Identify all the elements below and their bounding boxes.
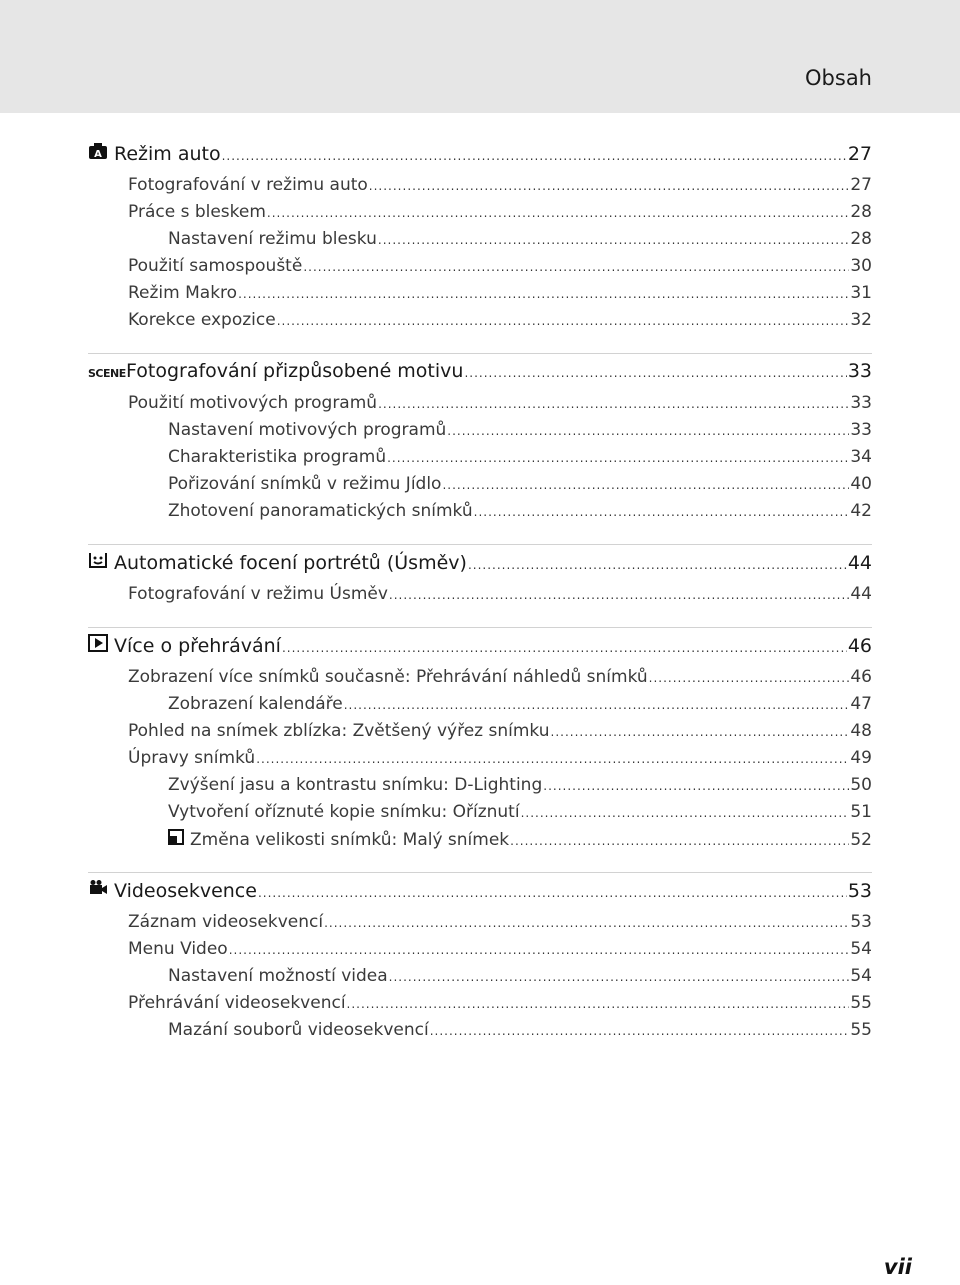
toc-section (88, 628, 872, 873)
toc-entry-title: Použití samospouště (128, 256, 303, 276)
toc-entry-title: Práce s bleskem (128, 202, 266, 222)
toc-entry[interactable] (88, 256, 872, 283)
toc-heading-page: 44 (847, 552, 872, 574)
toc-entry[interactable] (88, 393, 872, 420)
toc-entry-title: Fotografování v režimu Úsměv (128, 584, 388, 604)
leader-dots (347, 997, 850, 1011)
toc-entry[interactable] (88, 310, 872, 337)
toc-entry-page: 55 (850, 1020, 872, 1040)
toc-heading-title: Více o přehrávání (114, 635, 281, 657)
toc-entry[interactable] (88, 584, 872, 611)
toc-heading[interactable] (88, 634, 872, 667)
toc-entry-title: Zhotovení panoramatických snímků (168, 501, 473, 521)
leader-dots (474, 505, 850, 519)
toc-heading-title: Videosekvence (114, 880, 257, 902)
leader-dots (222, 149, 847, 163)
toc-heading-page: 53 (847, 880, 872, 902)
toc-entry-title: Nastavení režimu blesku (168, 229, 377, 249)
leader-dots (277, 314, 850, 328)
leader-dots (442, 478, 849, 492)
camera-auto-icon (88, 142, 108, 160)
toc-section (88, 140, 872, 354)
toc-section (88, 354, 872, 545)
toc-heading[interactable] (88, 551, 872, 584)
leader-dots (282, 641, 847, 655)
toc-entry-title: Mazání souborů videosekvencí (168, 1020, 429, 1040)
toc-entry-title: Nastavení možností videa (168, 966, 388, 986)
leader-dots (369, 179, 850, 193)
scene-icon: SCENE (88, 367, 126, 380)
toc-entry-title: Charakteristika programů (168, 447, 387, 467)
toc-entry-page: 32 (850, 310, 872, 330)
toc-entry-page: 33 (850, 393, 872, 413)
toc-entry-page: 52 (850, 830, 872, 850)
toc-entry[interactable] (88, 966, 872, 993)
page-title: Obsah (805, 66, 872, 90)
toc-entry[interactable] (88, 447, 872, 474)
toc-entry[interactable] (88, 474, 872, 501)
leader-dots (378, 233, 849, 247)
toc-entry[interactable] (88, 748, 872, 775)
toc-entry[interactable] (88, 175, 872, 202)
leader-dots (267, 206, 849, 220)
leader-dots (344, 698, 850, 712)
toc-entry-page: 46 (850, 667, 872, 687)
toc-entry-page: 34 (850, 447, 872, 467)
toc-entry-title: Zvýšení jasu a kontrastu snímku: D-Lighting (168, 775, 543, 795)
toc-entry-title: Záznam videosekvencí (128, 912, 324, 932)
toc-entry-page: 48 (850, 721, 872, 741)
toc-heading-title: Automatické focení portrétů (Úsměv) (114, 552, 467, 574)
toc-entry[interactable] (88, 501, 872, 528)
toc-entry-title: Přehrávání videosekvencí (128, 993, 346, 1013)
leader-dots (543, 779, 849, 793)
toc-entry[interactable] (88, 694, 872, 721)
toc-entry[interactable] (88, 775, 872, 802)
toc-entry-page: 53 (850, 912, 872, 932)
toc-entry-page: 44 (850, 584, 872, 604)
toc-entry[interactable] (88, 721, 872, 748)
toc-entry-title: Použití motivových programů (128, 393, 378, 413)
leader-dots (389, 588, 849, 602)
toc-entry-title: Zobrazení více snímků současně: Přehrávání náhledů snímků (128, 667, 648, 687)
toc-entry-page: 28 (850, 202, 872, 222)
leader-dots (649, 671, 850, 685)
toc-entry-page: 55 (850, 993, 872, 1013)
toc-heading[interactable] (88, 360, 872, 393)
toc-heading[interactable] (88, 142, 872, 175)
movie-camera-icon (88, 879, 108, 897)
toc-entry[interactable] (88, 939, 872, 966)
leader-dots (378, 397, 849, 411)
playback-icon (88, 634, 108, 652)
leader-dots (551, 725, 850, 739)
toc-entry-title: Nastavení motivových programů (168, 420, 447, 440)
small-picture-icon (168, 829, 184, 845)
toc-entry-title: Režim Makro (128, 283, 238, 303)
toc-entry[interactable] (88, 1020, 872, 1047)
leader-dots (521, 806, 850, 820)
toc-entry-page: 51 (850, 802, 872, 822)
leader-dots (387, 451, 849, 465)
leader-dots (447, 424, 849, 438)
toc-entry[interactable] (88, 829, 872, 856)
leader-dots (258, 886, 847, 900)
toc-entry[interactable] (88, 802, 872, 829)
toc-entry-page: 54 (850, 939, 872, 959)
svg-text:A: A (94, 149, 102, 160)
leader-dots (430, 1024, 850, 1038)
leader-dots (464, 366, 846, 380)
leader-dots (229, 943, 850, 957)
leader-dots (256, 752, 849, 766)
leader-dots (303, 260, 849, 274)
header-band (0, 0, 960, 113)
toc-entry-title: Menu Video (128, 939, 228, 959)
leader-dots (389, 970, 850, 984)
leader-dots (510, 834, 849, 848)
toc-entry-page: 47 (850, 694, 872, 714)
toc-heading-page: 33 (847, 360, 872, 382)
smile-portrait-icon (88, 551, 108, 569)
toc-entry-page: 50 (850, 775, 872, 795)
toc-entry[interactable] (88, 420, 872, 447)
toc-section (88, 545, 872, 628)
toc-entry-page: 31 (850, 283, 872, 303)
leader-dots (238, 287, 849, 301)
toc-entry-page: 49 (850, 748, 872, 768)
toc-entry-page: 33 (850, 420, 872, 440)
table-of-contents (88, 140, 872, 1063)
page-number: vii (883, 1255, 912, 1279)
toc-entry-title: Změna velikosti snímků: Malý snímek (190, 830, 510, 850)
toc-entry[interactable] (88, 229, 872, 256)
toc-entry-title: Úpravy snímků (128, 748, 256, 768)
toc-entry-page: 40 (850, 474, 872, 494)
toc-entry[interactable] (88, 993, 872, 1020)
toc-entry-title: Zobrazení kalendáře (168, 694, 343, 714)
toc-entry-page: 42 (850, 501, 872, 521)
toc-heading-title: Režim auto (114, 143, 221, 165)
toc-entry[interactable] (88, 283, 872, 310)
toc-entry-page: 54 (850, 966, 872, 986)
leader-dots (324, 916, 849, 930)
toc-entry-title: Korekce expozice (128, 310, 276, 330)
leader-dots (468, 558, 847, 572)
toc-entry-title: Pořizování snímků v režimu Jídlo (168, 474, 442, 494)
toc-section (88, 873, 872, 1063)
toc-entry[interactable] (88, 667, 872, 694)
toc-entry[interactable] (88, 202, 872, 229)
toc-entry-page: 28 (850, 229, 872, 249)
toc-entry-title: Pohled na snímek zblízka: Zvětšený výřez snímku (128, 721, 550, 741)
toc-entry-title: Fotografování v režimu auto (128, 175, 368, 195)
toc-entry-title: Vytvoření oříznuté kopie snímku: Oříznutí (168, 802, 520, 822)
toc-heading-page: 46 (847, 635, 872, 657)
toc-entry-page: 27 (850, 175, 872, 195)
toc-entry[interactable] (88, 912, 872, 939)
toc-heading-page: 27 (847, 143, 872, 165)
toc-heading-title: Fotografování přizpůsobené motivu (126, 360, 464, 382)
toc-entry-page: 30 (850, 256, 872, 276)
toc-heading[interactable] (88, 879, 872, 912)
